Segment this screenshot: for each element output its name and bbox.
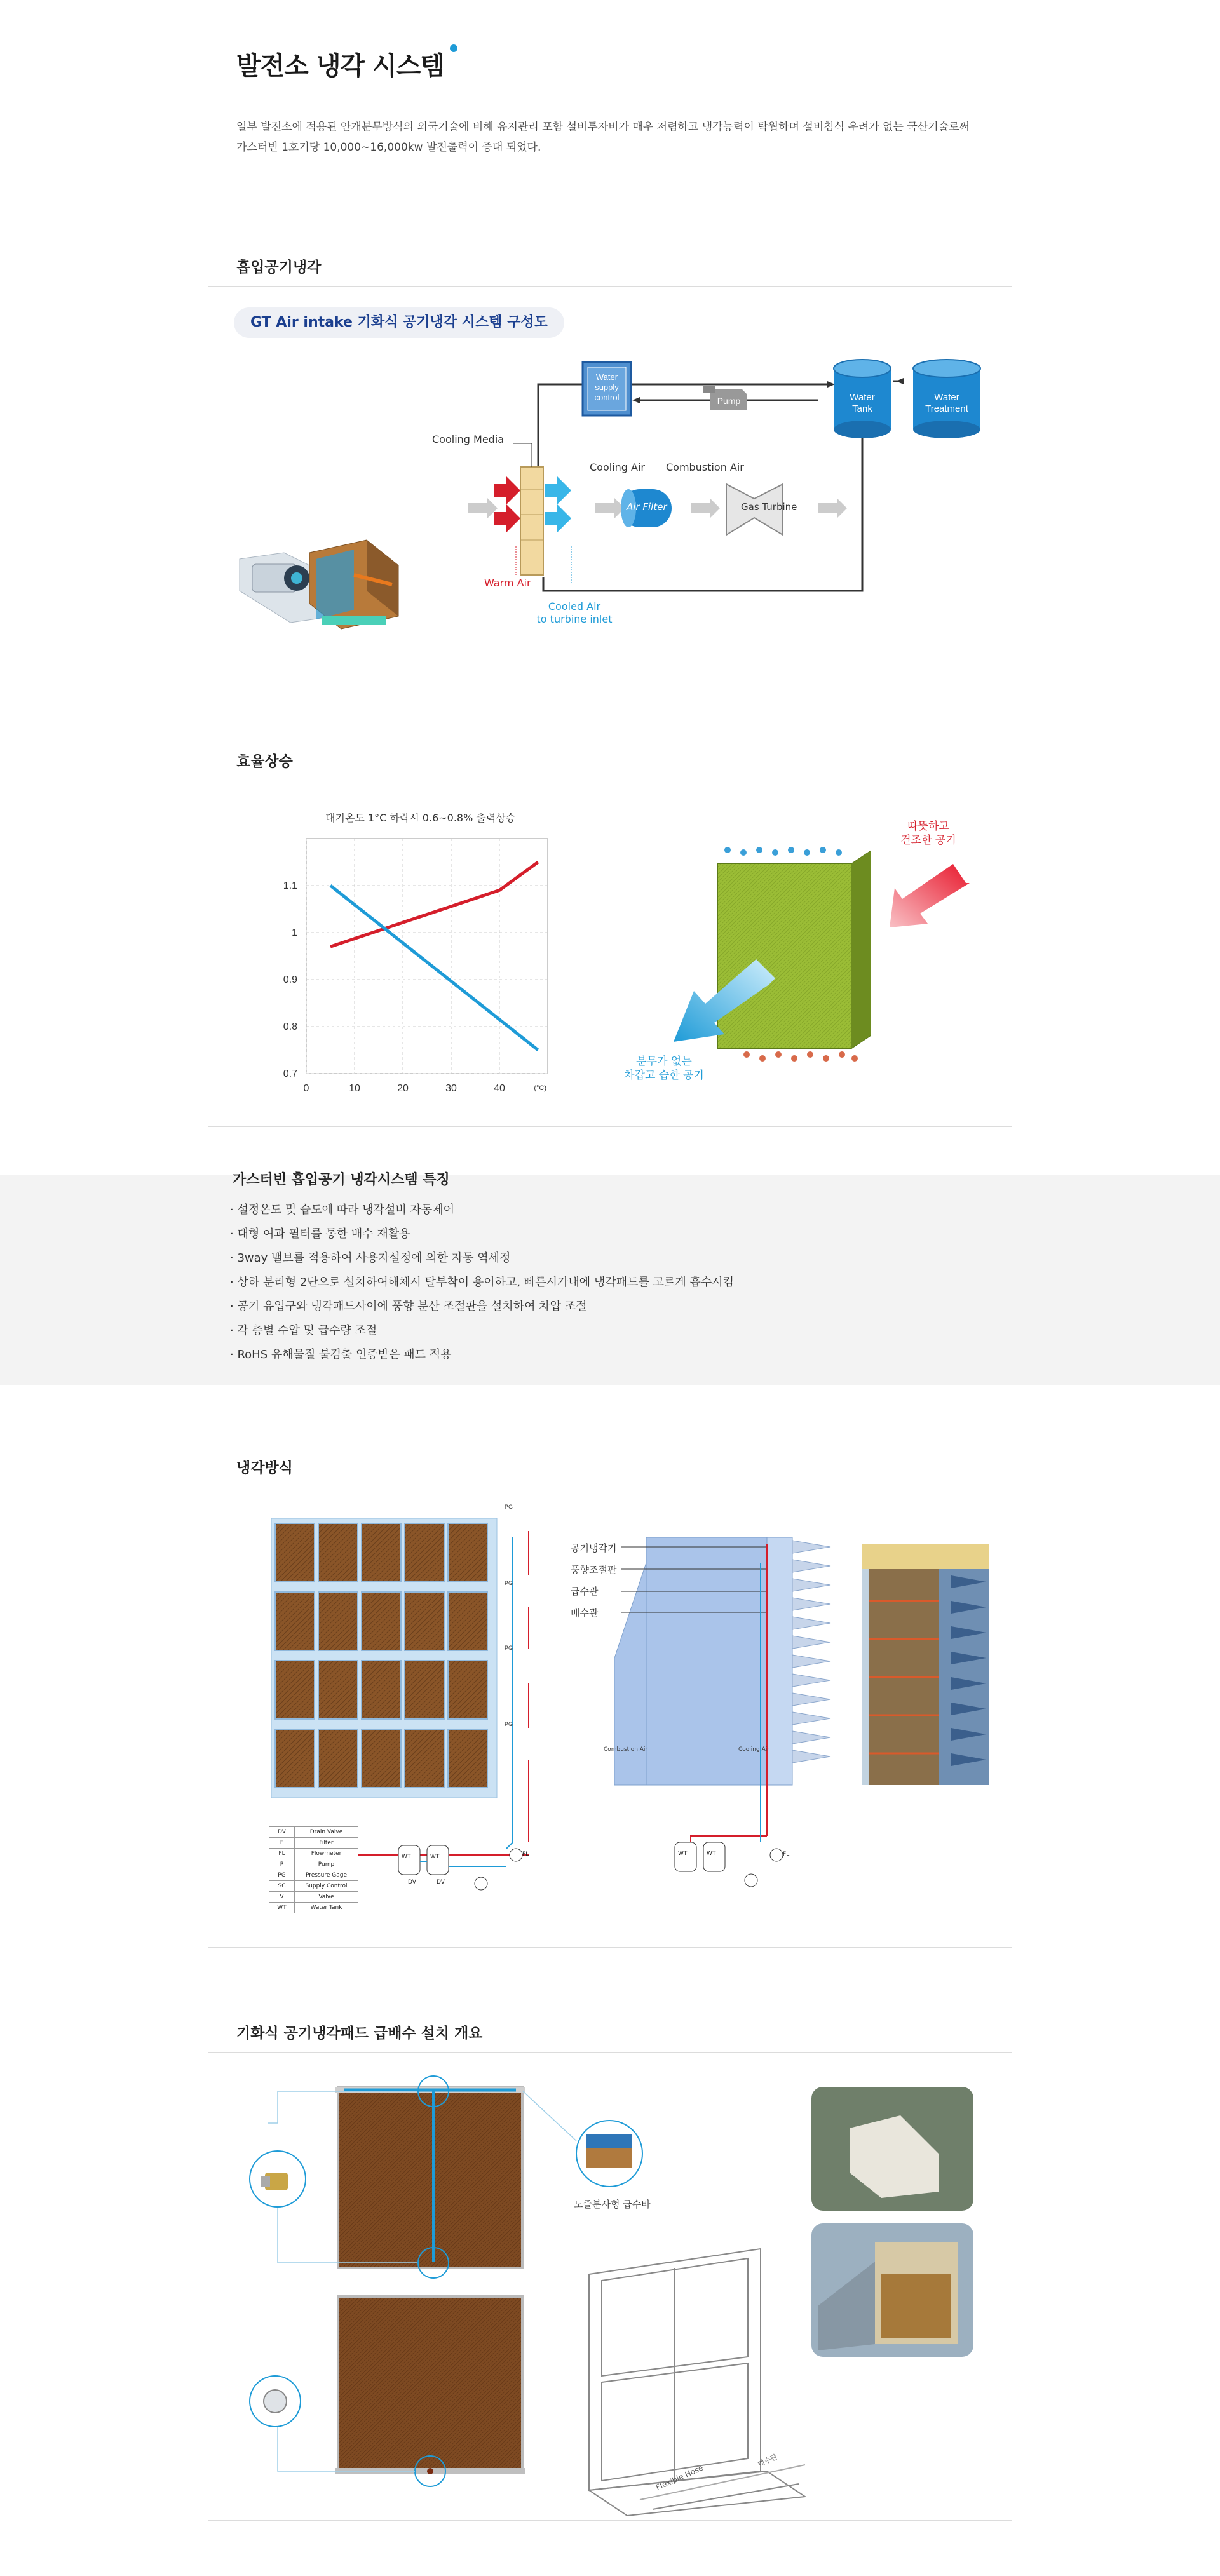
intro-line-1: 일부 발전소에 적용된 안개분무방식의 외국기술에 비해 유지관리 포함 설비투자비가 매우 저렴하고 냉각능력이 탁월하며 설비침식 우려가 없는 국산기술로써	[236, 121, 970, 133]
pad-cell	[448, 1523, 487, 1582]
pad-cell	[275, 1523, 315, 1582]
intake-heading: 흡입공기냉각	[236, 259, 322, 276]
pad-cell	[318, 1729, 358, 1788]
chart-x-tick-label: 10	[349, 1083, 360, 1094]
cooling-media-shape	[520, 467, 543, 575]
warm-dry-line-1: 따뜻하고	[907, 820, 949, 833]
intro-text	[236, 117, 999, 158]
pad-cell	[448, 1729, 487, 1788]
fl-label-1: FL	[522, 1851, 529, 1858]
drain-pipe-label: 배수관	[756, 2452, 779, 2469]
cooling-air-small: Cooling Air	[738, 1746, 769, 1753]
svg-text:control: control	[594, 393, 620, 402]
wt-label-3: WT	[678, 1851, 688, 1857]
legend-desc: Pressure Gage	[295, 1870, 358, 1881]
chart-title: 대기온도 1°C 하락시 0.6~0.8% 출력상승	[325, 812, 516, 824]
pipe-arrow-treatment	[896, 378, 904, 384]
cool-air-arrow-1	[545, 476, 571, 504]
svg-text:PG: PG	[505, 1721, 513, 1727]
svg-text:supply: supply	[595, 382, 619, 392]
pipe-arrow-left	[632, 397, 640, 403]
upper-pad	[338, 2087, 522, 2268]
pad-cell	[318, 1661, 358, 1719]
nozzle-bar-caption: 노즐분사형 급수바	[574, 2199, 651, 2210]
chart-x-tick-label: 20	[397, 1083, 409, 1094]
structure-side-labels	[571, 1537, 616, 1624]
warm-air-arrow	[890, 864, 970, 927]
legend-code: PG	[269, 1870, 295, 1881]
pad-cell	[362, 1661, 401, 1719]
dv-label-2: DV	[437, 1879, 445, 1885]
efficiency-heading: 효율상승	[236, 753, 293, 770]
evaporative-pad-illustration	[661, 813, 979, 1093]
chart-plot-area	[306, 839, 548, 1074]
efficiency-line-chart	[267, 826, 572, 1105]
legend-code: V	[269, 1892, 295, 1903]
pad-cell	[275, 1661, 315, 1719]
method-heading: 냉각방식	[236, 1460, 293, 1476]
combustion-air-label: Combustion Air	[666, 461, 744, 473]
chart-y-tick-label: 0.7	[283, 1069, 297, 1079]
warm-dry-air-label	[887, 819, 970, 847]
svg-text:Water: Water	[850, 392, 875, 403]
cooled-air-label	[536, 600, 613, 626]
pad-cell	[362, 1592, 401, 1650]
flexible-hose-label: Flexible Hose	[654, 2463, 705, 2492]
pad-cell	[405, 1592, 444, 1650]
frame-drawing	[589, 2249, 805, 2516]
feature-item: · 상하 분리형 2단으로 설치하여해체시 탈부착이 용이하고, 빠른시가내에 냉각패드를 고르게 흡수시킴	[230, 1276, 735, 1289]
legend-row	[269, 1827, 358, 1838]
gas-turbine-label: Gas Turbine	[741, 501, 797, 513]
lower-pad	[338, 2296, 522, 2471]
dv-label-1: DV	[408, 1879, 416, 1885]
wt-label-1: WT	[402, 1854, 411, 1860]
wt-label-2: WT	[430, 1854, 440, 1860]
pad-cell	[405, 1661, 444, 1719]
water-tank-shape	[834, 360, 891, 438]
cool-humid-line-2: 차갑고 습한 공기	[624, 1069, 704, 1082]
svg-text:PG: PG	[505, 1645, 513, 1651]
legend-code: DV	[269, 1827, 295, 1838]
svg-text:PG: PG	[505, 1504, 513, 1510]
svg-text:Water: Water	[934, 392, 959, 403]
intake-tag: GT Air intake 기화식 공기냉각 시스템 구성도	[234, 307, 564, 338]
side-label-drain-pipe: 배수관	[571, 1607, 599, 1619]
svg-text:Water: Water	[595, 372, 618, 382]
cool-air-arrow-2	[545, 504, 571, 532]
feature-item: · 각 층별 수압 및 급수량 조절	[230, 1324, 377, 1337]
features-heading: 가스터빈 흡입공기 냉각시스템 특징	[233, 1172, 450, 1188]
legend-table	[269, 1826, 358, 1913]
legend-code: P	[269, 1859, 295, 1870]
intro-line-2: 가스터빈 1호기당 10,000~16,000kw 발전출력이 증대 되었다.	[236, 141, 541, 154]
pad-cell	[318, 1592, 358, 1650]
pad-array	[271, 1518, 497, 1798]
pad-cell	[448, 1592, 487, 1650]
pad-cell	[405, 1523, 444, 1582]
cooled-air-line-2: to turbine inlet	[536, 613, 613, 625]
legend-row	[269, 1870, 358, 1881]
intake-unit-illustration	[240, 540, 398, 629]
cooled-air-line-1: Cooled Air	[548, 600, 601, 612]
side-label-cooler: 공기냉각기	[571, 1542, 617, 1554]
cooling-air-label: Cooling Air	[590, 461, 645, 473]
legend-row	[269, 1849, 358, 1859]
side-label-damper: 풍향조절판	[571, 1564, 617, 1575]
feature-item: · 공기 유입구와 냉각패드사이에 풍향 분산 조절판을 설치하여 차압 조절	[230, 1300, 587, 1313]
features-list	[230, 1198, 734, 1367]
chart-x-axis-label: (°C)	[534, 1084, 546, 1092]
legend-row	[269, 1903, 358, 1913]
legend-desc: Drain Valve	[295, 1827, 358, 1838]
legend-desc: Pump	[295, 1859, 358, 1870]
left-water-tanks	[398, 1845, 522, 1890]
chart-y-tick-label: 0.9	[283, 974, 297, 985]
legend-code: SC	[269, 1881, 295, 1892]
legend-row	[269, 1892, 358, 1903]
air-filter-label: Air Filter	[627, 501, 667, 513]
installation-photo	[862, 1544, 989, 1785]
pad-cell	[275, 1592, 315, 1650]
svg-text:Pump: Pump	[717, 396, 741, 406]
chart-y-tick-label: 1.1	[283, 880, 297, 891]
cool-humid-air-label	[610, 1055, 718, 1082]
svg-text:Treatment: Treatment	[925, 403, 968, 414]
pad-cell	[448, 1661, 487, 1719]
pad-cell	[362, 1523, 401, 1582]
warm-dry-line-2: 건조한 공기	[900, 834, 956, 847]
feature-item: · 3way 밸브를 적용하여 사용자설정에 의한 자동 역세정	[230, 1251, 511, 1265]
feature-item: · 설정온도 및 습도에 따라 냉각설비 자동제어	[230, 1203, 455, 1217]
chart-y-tick-label: 0.8	[283, 1022, 297, 1032]
legend-desc: Filter	[295, 1838, 358, 1849]
right-water-tanks	[675, 1842, 783, 1887]
cooler-structure-diagram	[614, 1537, 830, 1849]
water-treatment-shape	[913, 360, 980, 438]
cooling-media-label: Cooling Media	[432, 433, 505, 445]
legend-desc: Water Tank	[295, 1903, 358, 1913]
pad-cell	[362, 1729, 401, 1788]
side-label-supply-pipe: 급수관	[571, 1586, 599, 1597]
legend-row	[269, 1881, 358, 1892]
combustion-air-small: Combustion Air	[604, 1746, 648, 1753]
legend-code: F	[269, 1838, 295, 1849]
chart-x-tick-label: 0	[303, 1083, 309, 1094]
legend-row	[269, 1859, 358, 1870]
pad-cell	[405, 1729, 444, 1788]
page-title: 발전소 냉각 시스템	[236, 51, 444, 81]
pad-cell	[318, 1523, 358, 1582]
legend-desc: Valve	[295, 1892, 358, 1903]
feature-item: · 대형 여과 필터를 통한 배수 재활용	[230, 1227, 410, 1241]
cool-humid-line-1: 분무가 없는	[636, 1055, 692, 1068]
svg-text:PG: PG	[505, 1580, 513, 1586]
warm-air-arrow-2	[494, 504, 520, 532]
install-diagrams	[208, 2052, 1012, 2521]
intake-system-diagram	[208, 286, 1012, 703]
chart-x-tick-label: 40	[494, 1083, 505, 1094]
legend-code: FL	[269, 1849, 295, 1859]
fl-label-2: FL	[783, 1851, 790, 1858]
legend-desc: Flowmeter	[295, 1849, 358, 1859]
pad-cell	[275, 1729, 315, 1788]
legend-row	[269, 1838, 358, 1849]
install-heading: 기화식 공기냉각패드 급배수 설치 개요	[236, 2025, 483, 2042]
feature-item: · RoHS 유해물질 불검출 인증받은 패드 적용	[230, 1348, 452, 1361]
wt-label-4: WT	[707, 1851, 716, 1857]
warm-air-arrow-1	[494, 476, 520, 504]
legend-desc: Supply Control	[295, 1881, 358, 1892]
chart-y-tick-label: 1	[292, 927, 297, 938]
title-dot	[450, 44, 458, 52]
svg-text:Tank: Tank	[852, 403, 872, 414]
legend-code: WT	[269, 1903, 295, 1913]
warm-air-label: Warm Air	[484, 577, 531, 589]
chart-x-tick-label: 30	[445, 1083, 457, 1094]
